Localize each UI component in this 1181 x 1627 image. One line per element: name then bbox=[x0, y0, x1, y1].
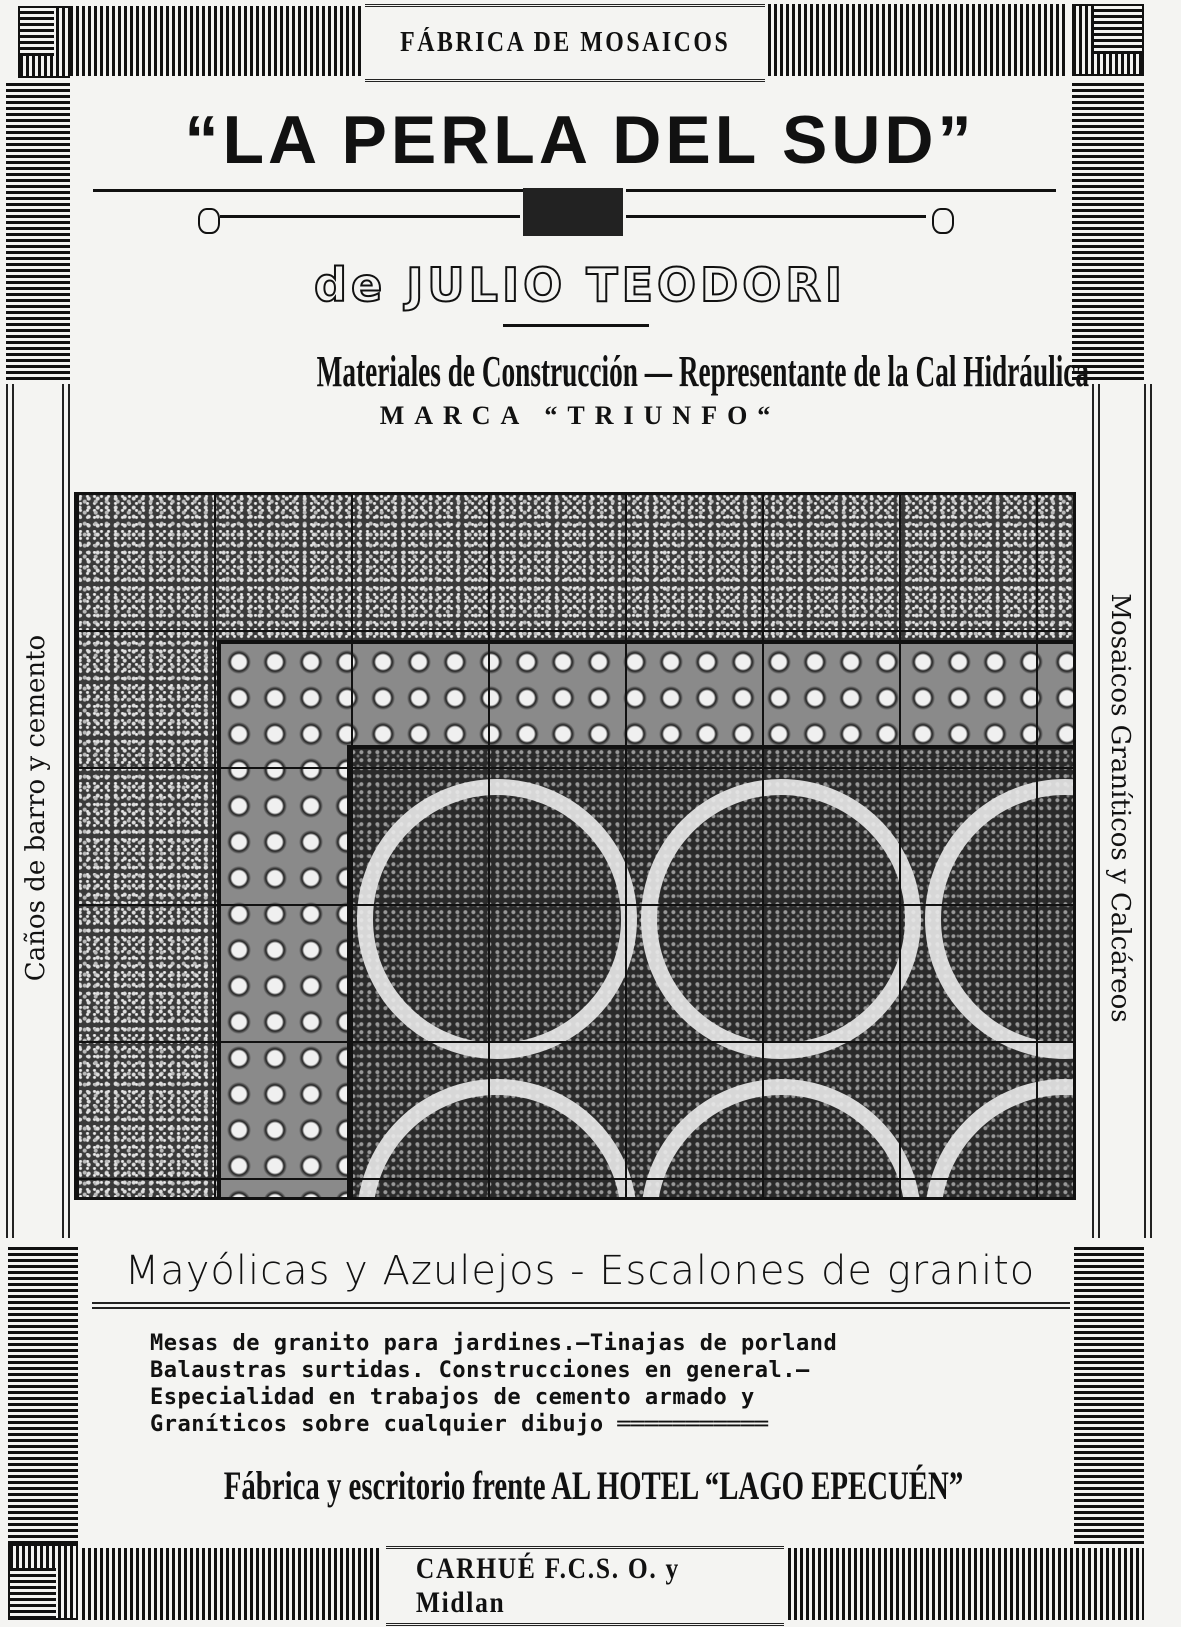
title-rule-left bbox=[93, 189, 523, 192]
right-side-text: Mosaicos Graníticos y Calcáreos bbox=[1105, 593, 1135, 1023]
footer-label-box bbox=[386, 1546, 784, 1626]
header-label-box bbox=[365, 4, 765, 82]
tile-grid-lines bbox=[77, 495, 1073, 1197]
services-line: Graníticos sobre cualquier dibujo ═══════════ bbox=[150, 1412, 769, 1437]
spiral-ornament-right-icon bbox=[932, 208, 954, 234]
footer-label: CARHUÉ F.C.S. O. y Midlan bbox=[415, 1552, 681, 1619]
subtitle-block bbox=[80, 346, 1090, 431]
address-block bbox=[80, 1462, 1080, 1509]
products-heading-block bbox=[90, 1248, 1070, 1294]
products-heading: Mayólicas y Azulejos - Escalones de granito bbox=[124, 1248, 1036, 1294]
subtitle-line-1: Materiales de Construcción — Representante de la Cal Hidráulica bbox=[316, 347, 1090, 396]
top-right-corner-ornament bbox=[1072, 4, 1144, 76]
services-line: Especialidad en trabajos de cemento armado y bbox=[150, 1385, 755, 1410]
header-label: FÁBRICA DE MOSAICOS bbox=[399, 27, 731, 58]
owner-underline bbox=[503, 324, 649, 327]
left-lower-stripe-column bbox=[8, 1244, 78, 1544]
ornament-rule-right bbox=[626, 215, 926, 218]
left-upper-stripe-column bbox=[6, 80, 70, 380]
title-rule-right bbox=[626, 189, 1056, 192]
services-line: Balaustras surtidas. Construcciones en general.— bbox=[150, 1358, 810, 1383]
ornament-rule-left bbox=[220, 215, 520, 218]
center-ornament-block bbox=[523, 188, 623, 236]
products-heading-rule bbox=[92, 1302, 1070, 1309]
top-left-corner-ornament bbox=[18, 6, 70, 78]
right-lower-stripe-column bbox=[1074, 1244, 1144, 1544]
left-side-text: Caños de barro y cemento bbox=[21, 634, 51, 982]
title-block bbox=[80, 100, 1080, 180]
top-left-stripe-band bbox=[70, 6, 362, 76]
bottom-left-stripe-band bbox=[82, 1548, 382, 1620]
owner-line bbox=[80, 258, 1080, 312]
spiral-ornament-left-icon bbox=[198, 208, 220, 234]
services-paragraph bbox=[150, 1330, 1030, 1438]
bottom-right-stripe-band bbox=[788, 1548, 1144, 1620]
owner-name: de JULIO TEODORI bbox=[314, 258, 846, 312]
address-line: Fábrica y escritorio frente AL HOTEL “LAGO EPECUÉN” bbox=[223, 1463, 964, 1508]
mosaic-tile-illustration bbox=[74, 492, 1076, 1200]
top-right-stripe-band bbox=[768, 4, 1068, 76]
subtitle-line-2: MARCA “TRIUNFO“ bbox=[379, 401, 781, 430]
bottom-left-corner-ornament bbox=[8, 1544, 78, 1620]
main-title: “LA PERLA DEL SUD” bbox=[184, 102, 976, 178]
right-upper-stripe-column bbox=[1072, 80, 1144, 380]
services-line: Mesas de granito para jardines.—Tinajas de porland bbox=[150, 1331, 838, 1356]
